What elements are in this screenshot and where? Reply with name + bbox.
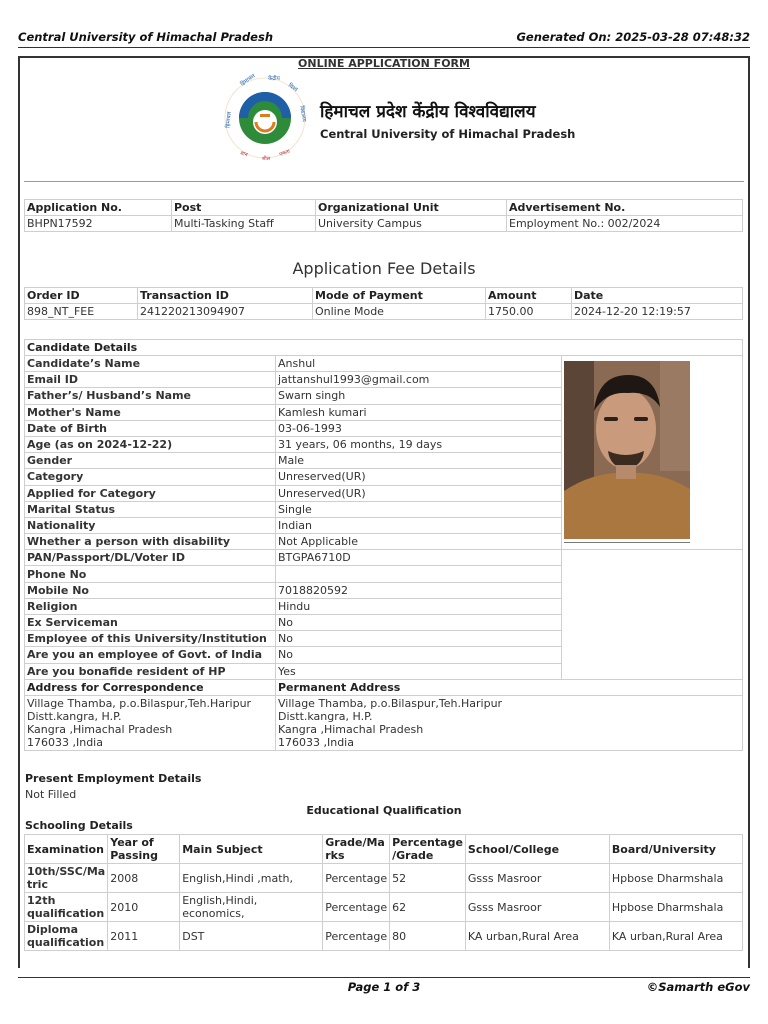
perm-address-line-1: Village Thamba, p.o.Bilaspur,Teh.Haripur <box>278 696 503 710</box>
schooling-row <box>25 922 743 951</box>
year-header-line-1: Year of <box>110 836 154 849</box>
exam-cell <box>25 922 108 951</box>
candidate-field-value: Indian <box>276 517 562 533</box>
corr-address-line-3: Kangra ,Himachal Pradesh <box>27 722 173 736</box>
post-header: Post <box>172 200 316 216</box>
university-logo <box>222 72 308 164</box>
percentage-cell: 80 <box>390 922 466 951</box>
amount-header: Amount <box>486 288 572 304</box>
grade-cell: Percentage <box>323 864 390 893</box>
subject-cell: English,Hindi ,math, <box>180 864 323 893</box>
perm-address-line-3: Kangra ,Himachal Pradesh <box>278 722 424 736</box>
application-no-header: Application No. <box>25 200 172 216</box>
candidate-field-value: Single <box>276 501 562 517</box>
candidate-field-label: Gender <box>25 453 276 469</box>
candidate-field-value: Unreserved(UR) <box>276 485 562 501</box>
grade-cell: Percentage <box>323 922 390 951</box>
logo-divider <box>24 181 744 182</box>
advertisement-header: Advertisement No. <box>507 200 743 216</box>
candidate-field-label: Are you an employee of Govt. of India <box>25 647 276 663</box>
post-value: Multi-Tasking Staff <box>172 216 316 232</box>
board-cell: Hpbose Dharmshala <box>609 864 742 893</box>
payment-mode-value: Online Mode <box>313 304 486 320</box>
school-header-line: School/College <box>467 842 560 856</box>
education-title: Educational Qualification <box>306 804 462 817</box>
subject-header <box>180 835 323 864</box>
board-cell: KA urban,Rural Area <box>609 922 742 951</box>
candidate-field-value: Male <box>276 453 562 469</box>
percentage-header <box>390 835 466 864</box>
logo-motto-3: एकता <box>278 148 291 158</box>
exam-line: 12th <box>27 894 56 907</box>
amount-value: 1750.00 <box>486 304 572 320</box>
header-divider <box>18 47 750 48</box>
subject-header-line: Main Subject <box>182 842 263 856</box>
percentage-cell: 52 <box>390 864 466 893</box>
logo-ring-text-4: हिमाचल <box>225 111 233 129</box>
corr-address-line-1: Village Thamba, p.o.Bilaspur,Teh.Haripur <box>27 696 252 710</box>
permanent-address-label: Permanent Address <box>276 679 743 695</box>
logo-ring-text-2: केंद्रीय <box>268 76 280 82</box>
footer-brand: ©Samarth eGov <box>646 980 750 994</box>
logo-motto-2: शील <box>262 156 271 162</box>
transaction-id-header: Transaction ID <box>138 288 313 304</box>
exam-header <box>25 835 108 864</box>
institution-header: Central University of Himachal Pradesh <box>18 30 274 44</box>
grade-header-line-1: Grade/Ma <box>325 836 385 849</box>
candidate-field-label: Category <box>25 469 276 485</box>
candidate-field-value: Not Applicable <box>276 534 562 550</box>
transaction-id-value: 241220213094907 <box>138 304 313 320</box>
exam-line: 10th/SSC/Ma <box>27 865 106 878</box>
candidate-field-value: BTGPA6710D <box>276 550 562 566</box>
advertisement-value: Employment No.: 002/2024 <box>507 216 743 232</box>
year-cell: 2011 <box>108 922 180 951</box>
order-id-value: 898_NT_FEE <box>25 304 138 320</box>
schooling-rows <box>25 864 743 951</box>
candidate-field-label: Mobile No <box>25 582 276 598</box>
candidate-field-label: Nationality <box>25 517 276 533</box>
date-header: Date <box>572 288 743 304</box>
permanent-address <box>276 695 743 750</box>
percentage-header-line-2: /Grade <box>392 849 434 862</box>
form-title <box>0 57 768 70</box>
candidate-field-label: Applied for Category <box>25 485 276 501</box>
school-cell: KA urban,Rural Area <box>465 922 609 951</box>
exam-line: Diploma <box>27 923 78 936</box>
candidate-field-label: Candidate’s Name <box>25 356 276 372</box>
board-header-line: Board/University <box>611 842 716 856</box>
candidate-field-value: No <box>276 647 562 663</box>
employment-title: Present Employment Details <box>25 772 202 785</box>
candidate-field-value: 31 years, 06 months, 19 days <box>276 436 562 452</box>
candidate-field-value: Kamlesh kumari <box>276 404 562 420</box>
fee-table <box>24 287 743 320</box>
application-no-value: BHPN17592 <box>25 216 172 232</box>
subject-cell: DST <box>180 922 323 951</box>
candidate-field-value: Hindu <box>276 598 562 614</box>
corr-address-line-4: 176033 ,India <box>27 735 103 749</box>
school-cell: Gsss Masroor <box>465 864 609 893</box>
corr-address-line-2: Distt.kangra, H.P. <box>27 709 122 723</box>
percentage-cell: 62 <box>390 893 466 922</box>
candidate-section-title: Candidate Details <box>25 340 743 356</box>
exam-line: qualification <box>27 936 105 949</box>
grade-cell: Percentage <box>323 893 390 922</box>
candidate-field-label: Religion <box>25 598 276 614</box>
candidate-field-label: Are you bonafide resident of HP <box>25 663 276 679</box>
correspondence-address-label: Address for Correspondence <box>25 679 276 695</box>
candidate-field-value: jattanshul1993@gmail.com <box>276 372 562 388</box>
perm-address-line-2: Distt.kangra, H.P. <box>278 709 373 723</box>
candidate-field-value <box>276 566 562 582</box>
year-header-line-2: Passing <box>110 849 158 862</box>
candidate-field-label: PAN/Passport/DL/Voter ID <box>25 550 276 566</box>
payment-mode-header: Mode of Payment <box>313 288 486 304</box>
candidate-field-label: Date of Birth <box>25 420 276 436</box>
percentage-header-line-1: Percentage <box>392 836 463 849</box>
subject-cell: English,Hindi, economics, <box>180 893 323 922</box>
candidate-field-value: Anshul <box>276 356 562 372</box>
logo-ring-text-1: हिमाचल <box>239 73 257 88</box>
candidate-field-label: Marital Status <box>25 501 276 517</box>
form-title-text: ONLINE APPLICATION FORM <box>298 57 470 70</box>
generated-on-header: Generated On: 2025-03-28 07:48:32 <box>516 30 750 44</box>
school-header <box>465 835 609 864</box>
footer-divider <box>18 977 750 978</box>
exam-cell <box>25 864 108 893</box>
candidate-field-value: Unreserved(UR) <box>276 469 562 485</box>
candidate-field-value: Yes <box>276 663 562 679</box>
year-cell: 2010 <box>108 893 180 922</box>
exam-header-line: Examination <box>27 842 104 856</box>
candidate-field-label: Phone No <box>25 566 276 582</box>
exam-line: qualification <box>27 907 105 920</box>
correspondence-address <box>25 695 276 750</box>
candidate-photo <box>564 361 690 539</box>
candidate-field-value: 7018820592 <box>276 582 562 598</box>
candidate-field-label: Age (as on 2024-12-22) <box>25 436 276 452</box>
board-header <box>609 835 742 864</box>
candidate-field-label: Employee of this University/Institution <box>25 631 276 647</box>
schooling-title: Schooling Details <box>25 819 133 832</box>
candidate-field-label: Ex Serviceman <box>25 615 276 631</box>
candidate-field-value: Swarn singh <box>276 388 562 404</box>
photo-underline <box>564 542 690 543</box>
schooling-row <box>25 893 743 922</box>
candidate-field-label: Father’s/ Husband’s Name <box>25 388 276 404</box>
org-unit-value: University Campus <box>316 216 507 232</box>
blank-cell <box>562 550 743 680</box>
school-cell: Gsss Masroor <box>465 893 609 922</box>
candidate-field-value: No <box>276 615 562 631</box>
order-id-header: Order ID <box>25 288 138 304</box>
candidate-row <box>25 550 743 566</box>
university-english-name: Central University of Himachal Pradesh <box>320 127 576 141</box>
board-cell: Hpbose Dharmshala <box>609 893 742 922</box>
page-number: Page 1 of 3 <box>347 980 421 994</box>
schooling-table <box>24 834 743 951</box>
grade-header-line-2: rks <box>325 849 345 862</box>
org-unit-header: Organizational Unit <box>316 200 507 216</box>
date-value: 2024-12-20 12:19:57 <box>572 304 743 320</box>
logo-motto: ज्ञान <box>239 150 249 159</box>
exam-line: tric <box>27 878 48 891</box>
logo-ring-text-5: विद्यालय <box>298 105 307 123</box>
application-table <box>24 199 743 232</box>
logo-ring-text-3: विश्व <box>286 82 299 94</box>
candidate-field-label: Whether a person with disability <box>25 534 276 550</box>
employment-value: Not Filled <box>25 788 77 801</box>
candidate-field-value: 03-06-1993 <box>276 420 562 436</box>
year-cell: 2008 <box>108 864 180 893</box>
exam-cell <box>25 893 108 922</box>
fee-title: Application Fee Details <box>292 259 476 278</box>
candidate-field-label: Mother's Name <box>25 404 276 420</box>
university-hindi-name: हिमाचल प्रदेश केंद्रीय विश्वविद्यालय <box>320 102 536 122</box>
perm-address-line-4: 176033 ,India <box>278 735 354 749</box>
schooling-row <box>25 864 743 893</box>
grade-header <box>323 835 390 864</box>
candidate-field-value: No <box>276 631 562 647</box>
candidate-field-label: Email ID <box>25 372 276 388</box>
year-header <box>108 835 180 864</box>
